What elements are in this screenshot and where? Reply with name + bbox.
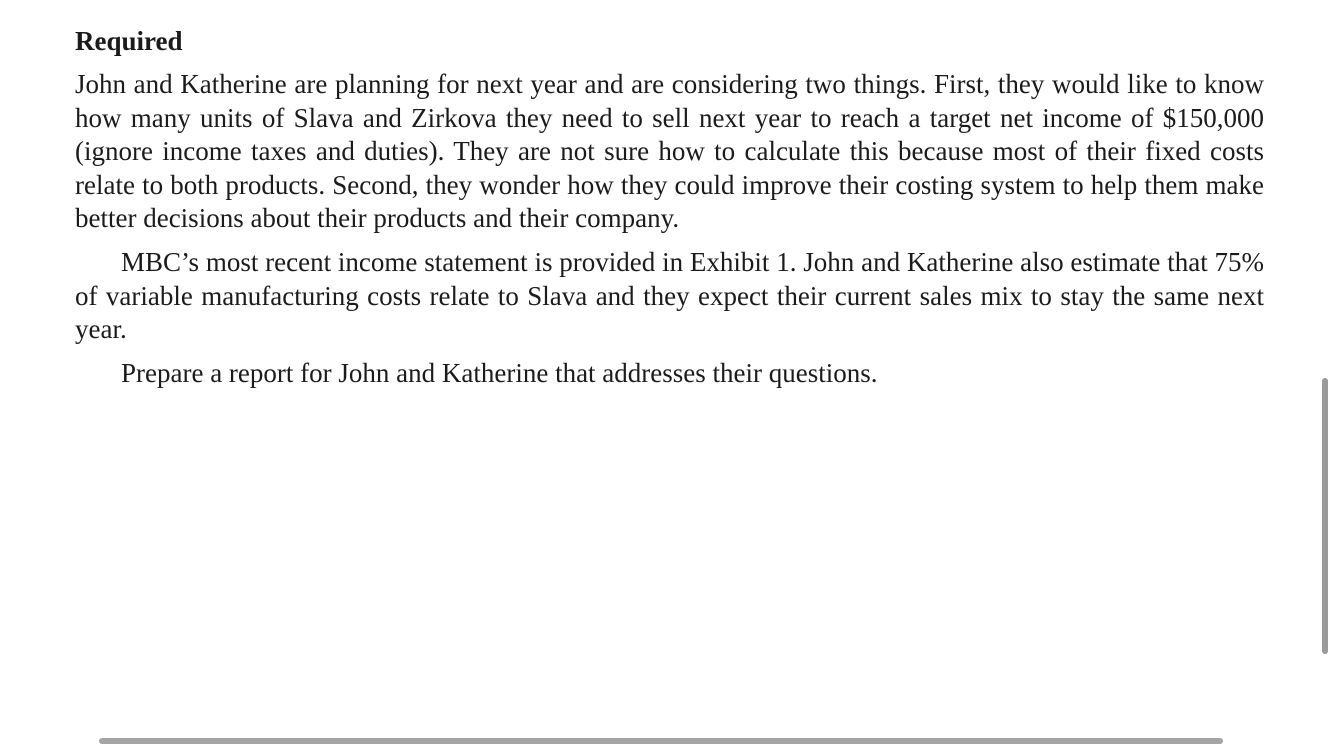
horizontal-scrollbar[interactable] bbox=[99, 738, 1223, 744]
paragraph-3: Prepare a report for John and Katherine that addresses their questions. bbox=[121, 357, 878, 388]
paragraph-1: John and Katherine are planning for next year and are considering two things. First, they would like to know how many units of Slava and Zirkova they need to sell next year to reach a target net income of $150,000 (ignore income taxes and duties). They are not sure how to calculate this because most of their fixed costs relate to both products. Second, they wonder how they could improve their costing system to help them make better decisions about their products and their company. bbox=[75, 69, 1264, 234]
section-heading: Required bbox=[75, 26, 183, 56]
paragraph-2: MBC’s most recent income statement is provided in Exhibit 1. John and Katherine also estimate that 75% of variable manufacturing costs relate to Slava and they expect their current sales mix to stay the same next year. bbox=[75, 246, 1264, 345]
vertical-scrollbar[interactable] bbox=[1322, 378, 1328, 654]
document-content bbox=[75, 22, 1264, 400]
